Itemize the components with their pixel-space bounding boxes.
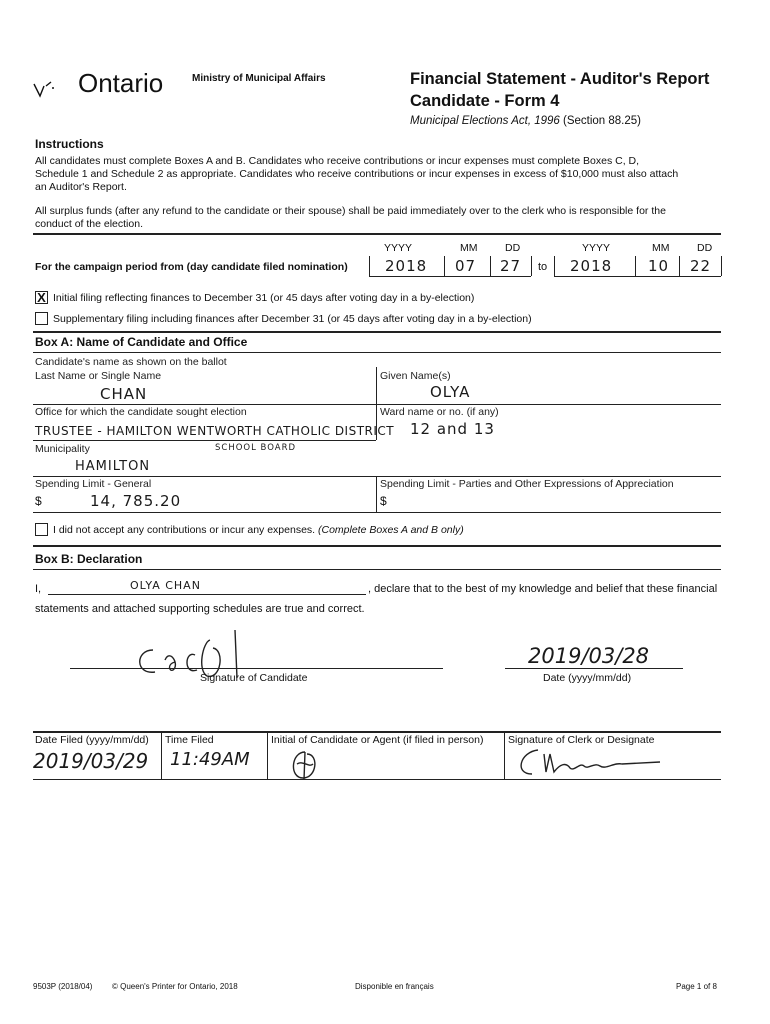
declaration-text-2: statements and attached supporting schedules are true and correct.: [35, 603, 365, 615]
supplementary-filing-label: Supplementary filing including finances after December 31 (or 45 days after voting day in a by-election): [53, 313, 532, 325]
instructions-para1: All candidates must complete Boxes A and B. Candidates who receive contributions or incur expenses must complete Boxes C, D, Schedule 1 and Schedule 2 as appropriate. Candidates who receive contributions or incur expenses in excess of $10,000 must also attach an Auditor's Report.: [35, 155, 679, 193]
divider: [33, 440, 376, 441]
ministry-name: Ministry of Municipal Affairs: [192, 73, 326, 84]
date-line: [505, 668, 683, 669]
col-dd-1: DD: [505, 242, 521, 254]
divider: [33, 731, 721, 733]
form-title-line1: Financial Statement - Auditor's Report: [410, 70, 710, 88]
column-divider: [504, 731, 505, 779]
initial-label: Initial of Candidate or Agent (if filed in person): [271, 734, 484, 746]
ontario-logo: [32, 68, 172, 102]
divider: [33, 545, 721, 547]
french-availability: Disponible en français: [355, 982, 434, 991]
agent-initial-mark[interactable]: [285, 748, 325, 782]
signature-label: Signature of Candidate: [200, 672, 308, 684]
time-filed-label: Time Filed: [165, 734, 214, 746]
to-month[interactable]: 10: [648, 257, 670, 275]
given-names-label: Given Name(s): [380, 370, 451, 382]
box-b-heading: Box B: Declaration: [35, 552, 143, 566]
last-name-label: Last Name or Single Name: [35, 370, 162, 382]
to-label: to: [538, 261, 548, 273]
divider: [33, 476, 721, 477]
act-section: (Section 88.25): [563, 115, 641, 127]
box-a-heading: Box A: Name of Candidate and Office: [35, 335, 248, 349]
date-divider: [679, 256, 680, 276]
date-divider: [369, 256, 370, 276]
act-name: Municipal Elections Act, 1996: [410, 115, 560, 127]
col-mm-1: MM: [460, 242, 478, 254]
copyright: © Queen's Printer for Ontario, 2018: [112, 982, 238, 991]
date-baseline: [554, 276, 721, 277]
declaration-date[interactable]: 2019/03/28: [528, 644, 650, 668]
campaign-period-label: For the campaign period from (day candidate filed nomination): [35, 261, 348, 273]
spending-general-label: Spending Limit - General: [35, 478, 152, 490]
spending-general-currency: $: [35, 494, 42, 508]
supplementary-filing-checkbox[interactable]: [35, 312, 48, 325]
declaration-i: I,: [35, 583, 42, 595]
date-filed-value[interactable]: 2019/03/29: [33, 749, 149, 773]
date-divider: [490, 256, 491, 276]
given-names-value[interactable]: OLYA: [430, 383, 471, 401]
date-label: Date (yyyy/mm/dd): [543, 672, 632, 684]
declarant-name[interactable]: OLYA CHAN: [130, 579, 201, 592]
divider: [33, 352, 721, 353]
signature-line: [70, 668, 443, 669]
date-divider: [635, 256, 636, 276]
clerk-signature-label: Signature of Clerk or Designate: [508, 734, 655, 746]
from-year[interactable]: 2018: [385, 257, 428, 275]
column-divider: [376, 367, 377, 405]
from-month[interactable]: 07: [455, 257, 477, 275]
initial-filing-label: Initial filing reflecting finances to December 31 (or 45 days after voting day in a by-election): [53, 292, 475, 304]
municipality-label: Municipality: [35, 443, 90, 455]
date-baseline: [369, 276, 531, 277]
office-value-line2[interactable]: SCHOOL BOARD: [215, 443, 297, 453]
spending-parties-currency: $: [380, 494, 387, 508]
clerk-signature[interactable]: [510, 744, 670, 780]
divider: [33, 512, 721, 513]
column-divider: [376, 476, 377, 512]
act-reference: [410, 115, 641, 127]
column-divider: [161, 731, 162, 779]
date-divider: [554, 256, 555, 276]
trillium-icon: [32, 76, 58, 98]
spending-general-value[interactable]: 14, 785.20: [90, 492, 182, 510]
date-divider: [531, 256, 532, 276]
date-filed-label: Date Filed (yyyy/mm/dd): [35, 734, 149, 746]
col-yyyy-1: YYYY: [384, 242, 413, 254]
column-divider: [267, 731, 268, 779]
office-value[interactable]: TRUSTEE - HAMILTON WENTWORTH CATHOLIC DISTRICT: [35, 424, 395, 438]
declaration-text: , declare that to the best of my knowledge and belief that these financial: [368, 583, 718, 595]
to-day[interactable]: 22: [690, 257, 712, 275]
time-filed-value[interactable]: 11:49AM: [170, 749, 250, 770]
spending-parties-label: Spending Limit - Parties and Other Expressions of Appreciation: [380, 478, 674, 490]
ward-label: Ward name or no. (if any): [380, 406, 499, 418]
col-mm-2: MM: [652, 242, 670, 254]
logo-text: Ontario: [78, 68, 164, 98]
date-divider: [721, 256, 722, 276]
office-label: Office for which the candidate sought election: [35, 406, 247, 418]
instructions-heading: Instructions: [35, 137, 104, 151]
instructions-para2: All surplus funds (after any refund to the candidate or their spouse) shall be paid immediately over to the clerk who is responsible for the conduct of the election.: [35, 205, 666, 230]
from-day[interactable]: 27: [500, 257, 522, 275]
col-yyyy-2: YYYY: [582, 242, 611, 254]
date-divider: [444, 256, 445, 276]
last-name-value[interactable]: CHAN: [100, 385, 148, 403]
divider: [33, 331, 721, 333]
page-number: Page 1 of 8: [676, 982, 717, 991]
col-dd-2: DD: [697, 242, 713, 254]
initial-filing-checkbox[interactable]: X: [35, 291, 48, 304]
form-title-line2: Candidate - Form 4: [410, 92, 560, 110]
name-as-shown-label: Candidate's name as shown on the ballot: [35, 356, 227, 368]
ward-value[interactable]: 12 and 13: [410, 420, 495, 438]
to-year[interactable]: 2018: [570, 257, 613, 275]
form-code: 9503P (2018/04): [33, 982, 93, 991]
declarant-line: [48, 594, 366, 595]
divider: [33, 569, 721, 570]
no-contributions-text: [53, 524, 464, 536]
municipality-value[interactable]: HAMILTON: [75, 459, 151, 474]
no-contributions-label: I did not accept any contributions or incur any expenses.: [53, 524, 316, 536]
divider: [33, 233, 721, 235]
no-contributions-note: (Complete Boxes A and B only): [318, 524, 464, 536]
divider: [33, 404, 721, 405]
no-contributions-checkbox[interactable]: [35, 523, 48, 536]
